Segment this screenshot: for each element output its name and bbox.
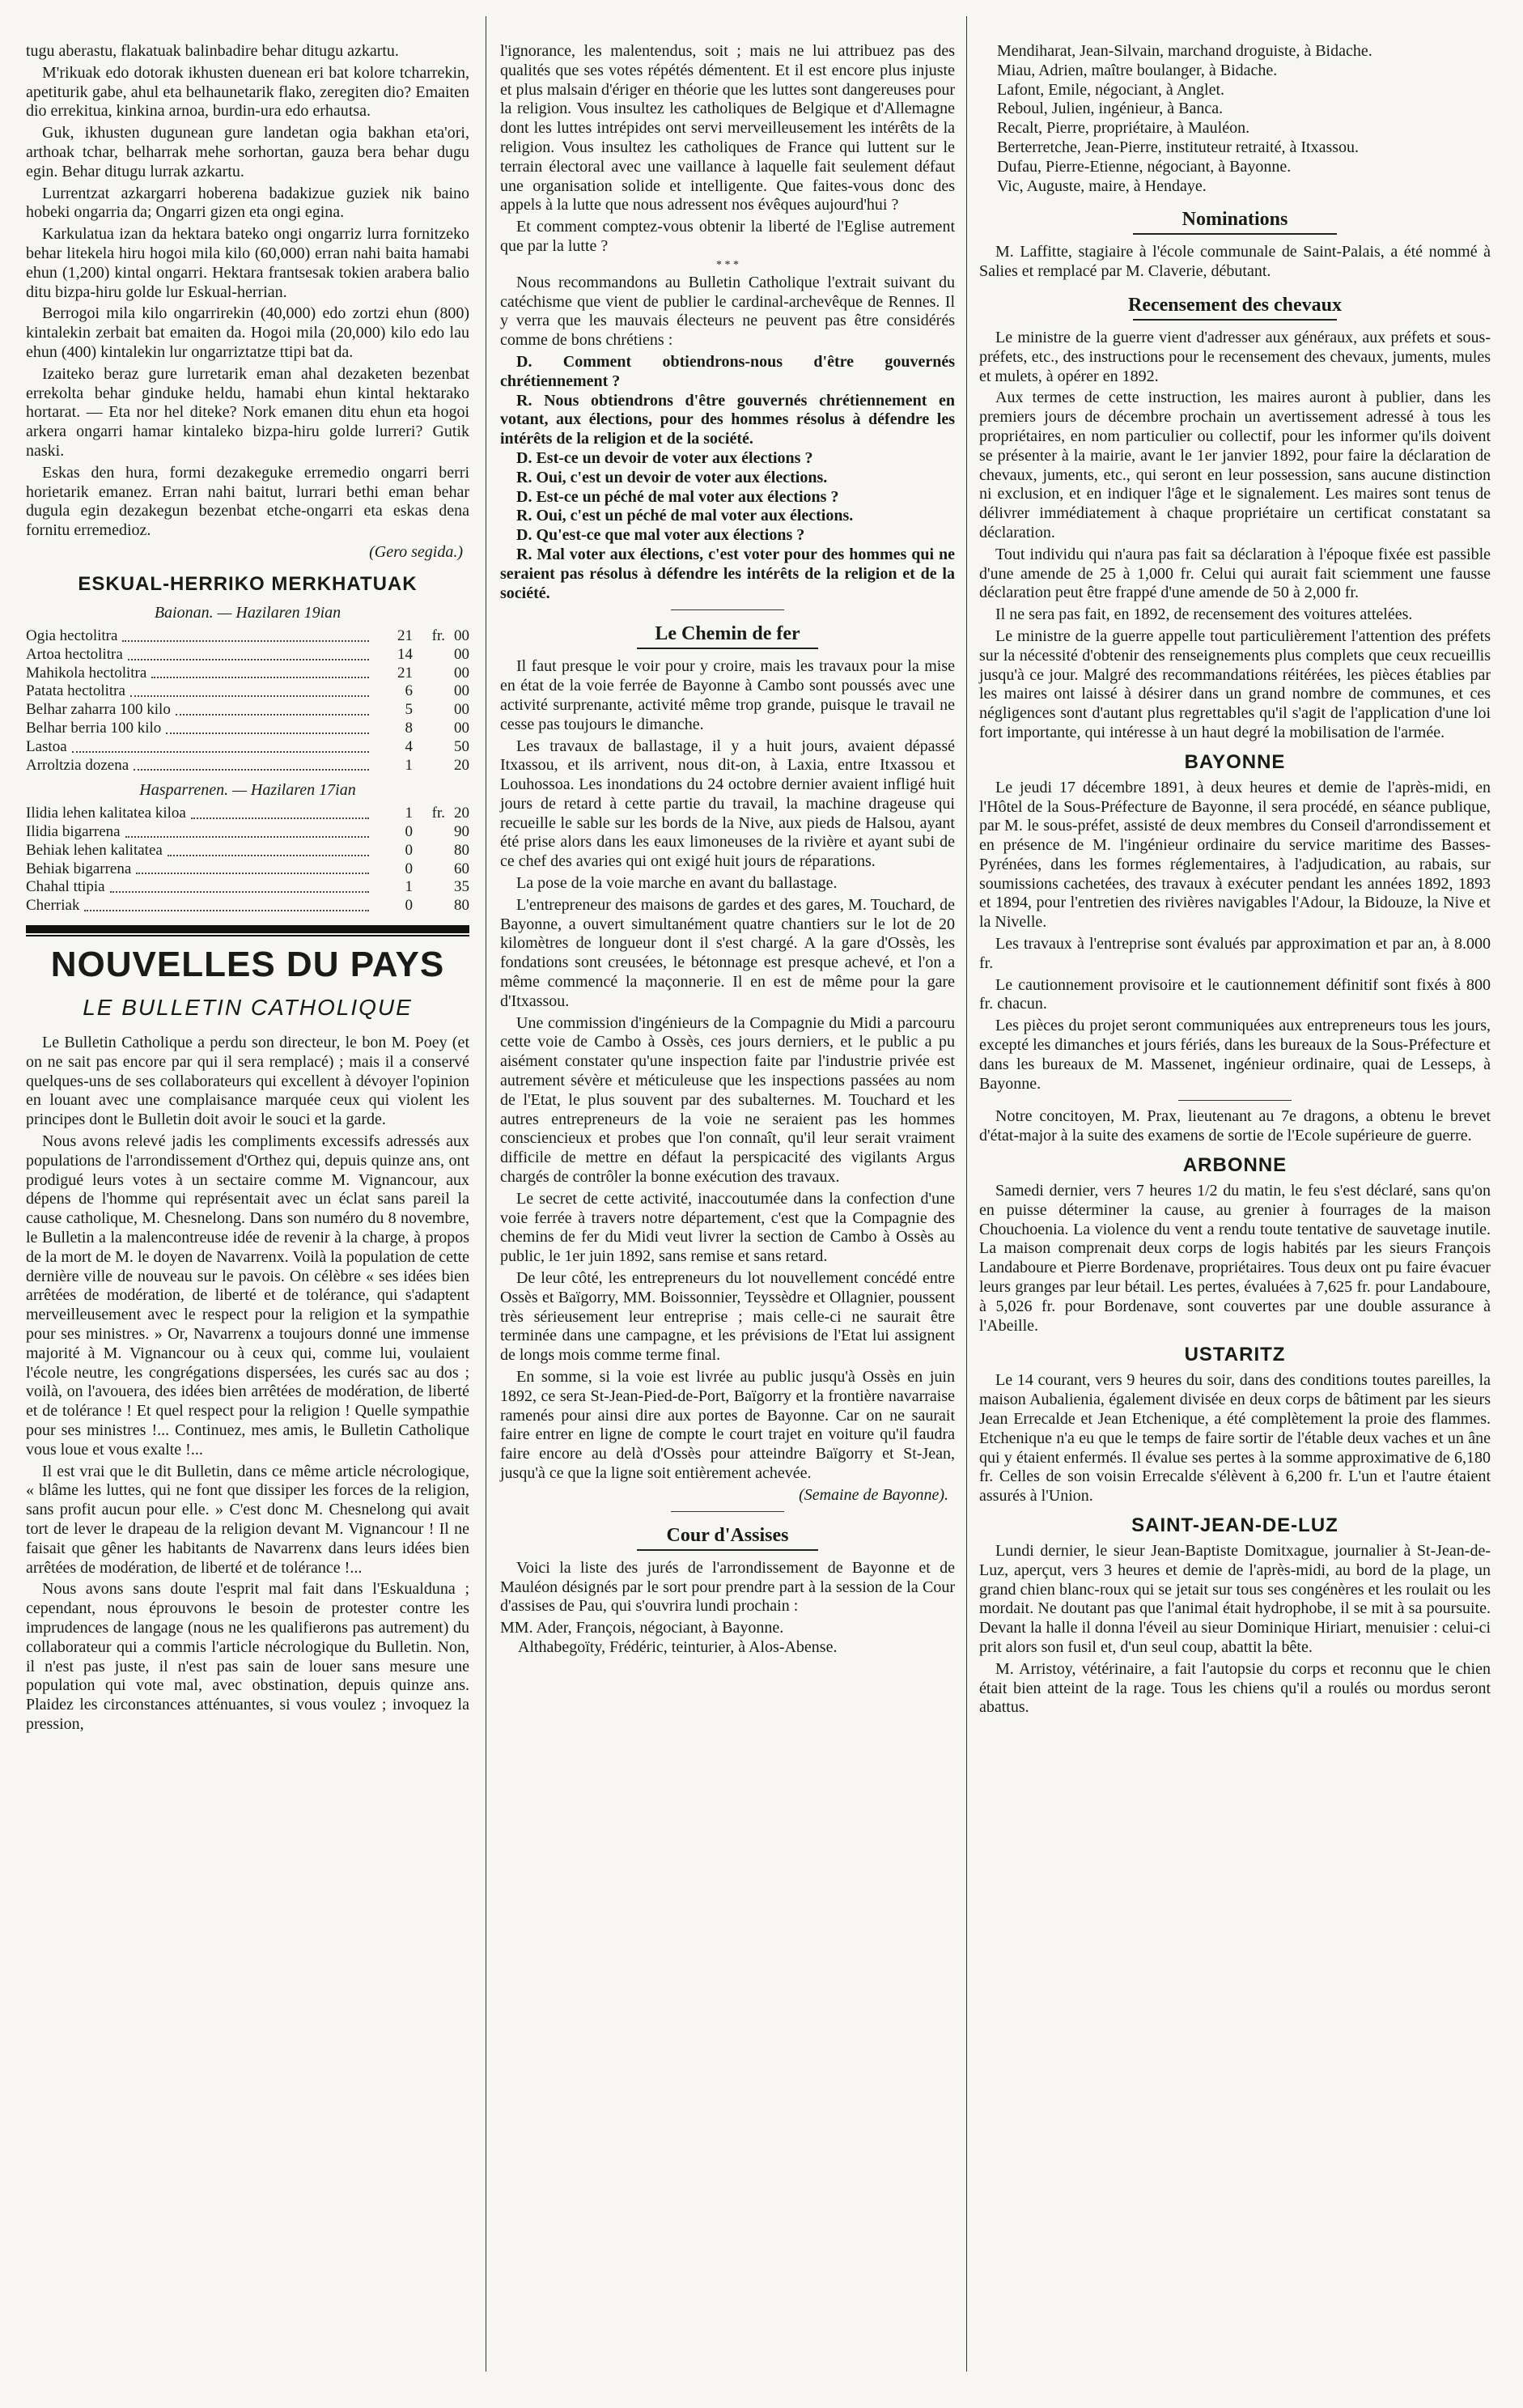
market-table-baiona xyxy=(26,627,469,775)
paragraph: Lundi dernier, le sieur Jean-Baptiste Domitxague, journalier à St-Jean-de-Luz, aperçut, vers 3 heures et demie de l'après-midi, au bord de la plage, un grand chien blanc-roux qui se jetait sur tous ses congénères et les roulait ou les mordait. Ne doutant pas que l'animal était hydrophobe, il se mit à sa poursuite. Devant la halle il donna l'éveil au sieur Dominique Hiriart, menuisier : celui-ci prit alors son fusil et, d'un seul coup, abattit la bête. xyxy=(979,1542,1491,1656)
market-unit: fr. xyxy=(431,805,445,822)
title-underline xyxy=(1133,233,1338,235)
column-middle xyxy=(500,42,955,1658)
paragraph: Berrogoi mila kilo ongarrirekin (40,000) edo zortzi ehun (800) kintalekin zerbait bat emaiten da. Hogoi mila (20,000) kilo edo lau ehun (400) kintalekin lur ongarriztatze ttipi bat da. xyxy=(26,304,469,361)
paragraph: Les pièces du projet seront communiquées aux entrepreneurs tous les jours, excepté les dimanches et jours fériés, dans les bureaux de la Sous-Préfecture et dans les bureaux de M. Massenet, ingénieur ordinaire, quai de Lesseps, à Bayonne. xyxy=(979,1017,1491,1093)
market-price-francs: 0 xyxy=(405,823,413,841)
paragraph: Notre concitoyen, M. Prax, lieutenant au 7e dragons, a obtenu le brevet d'état-major à la suite des examens de sortie de l'Ecole supérieure de guerre. xyxy=(979,1107,1491,1145)
market-item-name: Belhar zaharra 100 kilo xyxy=(26,701,171,719)
market-item-name: Patata hectolitra xyxy=(26,682,125,700)
market-row xyxy=(26,682,469,701)
town-heading: BAYONNE xyxy=(1184,750,1286,773)
catechism-question: D. Est-ce un devoir de voter aux élections ? xyxy=(516,448,813,467)
paragraph: M. Arristoy, vétérinaire, a fait l'autopsie du corps et reconnu que le chien était bien atteint de la rage. Tous les chiens qu'il a roulés ou mordus seront abattus. xyxy=(979,1659,1491,1717)
market-price-francs: 1 xyxy=(405,756,413,774)
section-divider xyxy=(26,925,469,933)
catechism-question: D. Qu'est-ce que mal voter aux élections ? xyxy=(516,526,805,545)
column-divider xyxy=(966,16,967,2372)
market-item-name: Ilidia bigarrena xyxy=(26,823,121,841)
juror-entry: Miau, Adrien, maître boulanger, à Bidache. xyxy=(997,61,1278,79)
market-item-name: Ilidia lehen kalitatea kiloa xyxy=(26,805,186,822)
juror-entry: Berterretche, Jean-Pierre, instituteur retraité, à Itxassou. xyxy=(997,138,1360,156)
leader-dots xyxy=(134,757,369,771)
paragraph: Il ne sera pas fait, en 1892, de recensement des voitures attelées. xyxy=(995,605,1413,624)
juror-entry: Althabegoïty, Frédéric, teinturier, à Alos-Abense. xyxy=(518,1637,838,1656)
title-underline xyxy=(637,1549,819,1551)
market-item-name: Mahikola hectolitra xyxy=(26,664,147,682)
article-signature: (Gero segida.) xyxy=(369,542,463,561)
column-right xyxy=(979,42,1491,1720)
market-price-cents: 80 xyxy=(454,897,469,915)
market-unit xyxy=(413,701,445,720)
market-unit xyxy=(413,878,445,897)
leader-dots xyxy=(122,627,369,642)
market-price-cents: 00 xyxy=(454,719,469,737)
paragraph: Il faut presque le voir pour y croire, mais les travaux pour la mise en état de la voie ferrée de Bayonne à Cambo sont poussés avec une activité surprenante, activité même trop grande, puisque le travail ne cesse pas toujours le dimanche. xyxy=(500,657,955,733)
market-price-francs: 0 xyxy=(405,897,413,915)
section-title: NOUVELLES DU PAYS xyxy=(50,945,445,985)
town-heading: SAINT-JEAN-DE-LUZ xyxy=(1131,1514,1338,1536)
article-title xyxy=(979,295,1491,321)
market-item-name: Lastoa xyxy=(26,737,67,755)
market-item-name: Belhar berria 100 kilo xyxy=(26,719,162,737)
market-price-francs: 8 xyxy=(405,719,413,737)
market-unit xyxy=(413,860,445,879)
article-signature: (Semaine de Bayonne). xyxy=(799,1485,948,1504)
catechism-answer: R. Oui, c'est un péché de mal voter aux élections. xyxy=(516,507,854,525)
leader-dots xyxy=(125,823,369,838)
market-item-name: Ogia hectolitra xyxy=(26,626,118,644)
title-underline xyxy=(1133,319,1338,321)
paragraph: Guk, ikhusten dugunean gure landetan ogia bakhan eta'ori, arthoak tchar, belharrak mehe sorhortan, gauza bera behar dugu egin. Behar ditugu lurrak azkartu. xyxy=(26,124,469,180)
paragraph: De leur côté, les entrepreneurs du lot nouvellement concédé entre Ossès et Baïgorry, MM. Boissonnier, Teyssèdre et Ollagnier, poussent très sérieusement leur entreprise ; mais celle-ci ne saurait être terminée dans une campagne, et les prévisions de l'Etat lui assignent de longs mois comme terme final. xyxy=(500,1269,955,1365)
basque-article xyxy=(26,42,469,562)
market-price-cents: 00 xyxy=(454,701,469,719)
market-item-name: Chahal ttipia xyxy=(26,878,105,896)
market-unit xyxy=(413,757,445,775)
paragraph: Il est vrai que le dit Bulletin, dans ce même article nécrologique, « blâme les luttes, qui ne font que dissiper les forces de la religion, sans profit aucun pour elle. » C'est donc M. Chesnelong qui avait tort de lever le drapeau de la religion devant M. Vignancour ! Il ne faisait que gêner les habitants de Navarrenx dans leurs idées bien arrêtées de modération, de liberté et de tolérance !... xyxy=(26,1462,469,1577)
market-price-cents: 00 xyxy=(454,682,469,700)
juror-entry: Lafont, Emile, négociant, à Anglet. xyxy=(997,80,1225,99)
paragraph: Le ministre de la guerre vient d'adresser aux généraux, aux préfets et sous-préfets, etc., des instructions pour le recensement des chevaux, juments, mules et mulets, à opérer en 1892. xyxy=(979,328,1491,385)
juror-entry: MM. Ader, François, négociant, à Bayonne. xyxy=(500,1619,784,1637)
catechism-question: D. Est-ce un péché de mal voter aux élections ? xyxy=(516,487,839,506)
market-row xyxy=(26,757,469,775)
paragraph: Karkulatua izan da hektara bateko ongi ongarriz lurra fornitzeko behar litekela hiru hogoi mila kilo (60,000) erran nahi baita hamabi ehun (1,200) kintal ongarri. Hektara frantsesak tokien arabera balio ditu bizpa-hiru golde lur Eskual-herrian. xyxy=(26,225,469,301)
leader-dots xyxy=(191,805,369,819)
leader-dots xyxy=(176,701,369,716)
market-row xyxy=(26,665,469,683)
market-row xyxy=(26,720,469,738)
leader-dots xyxy=(136,860,369,875)
section-divider xyxy=(671,609,784,610)
leader-dots xyxy=(130,682,369,697)
paragraph: Une commission d'ingénieurs de la Compagnie du Midi a parcouru cette voie de Cambo à Ossès, ces jours derniers, et le public a pu aisément constater qu'une inspection faite par l'industrie privée est autrement sévère et méticuleuse que les inspections passées au nom de l'Etat, le plus souvent par des subalternes. M. Touchard et les autres entrepreneurs de la voie ne seraient pas les hommes consciencieux et probes que l'on connaît, qu'il leur serait vraiment difficile de mettre en défaut la perspicacité des vigilants Argus chargés de contrôler la bonne exécution des travaux. xyxy=(500,1013,955,1187)
section-divider xyxy=(1178,1100,1292,1101)
market-subhead: Baionan. — Hazilaren 19ian xyxy=(154,603,342,622)
catechism-answer: R. Oui, c'est un devoir de voter aux élections. xyxy=(516,468,828,486)
title-underline xyxy=(637,648,819,649)
paragraph: M. Laffitte, stagiaire à l'école communale de Saint-Palais, a été nommé à Salies et remplacé par M. Claverie, débutant. xyxy=(979,243,1491,281)
market-table-hasparren xyxy=(26,805,469,915)
catechism-answer: R. Mal voter aux élections, c'est voter pour des hommes qui ne seraient pas résolus à défendre les intérêts de la religion et de la société. xyxy=(500,545,955,602)
market-item-name: Cherriak xyxy=(26,897,80,915)
paragraph: Le cautionnement provisoire et le cautionnement définitif sont fixés à 800 fr. chacun. xyxy=(979,975,1491,1013)
market-price-cents: 90 xyxy=(454,823,469,841)
paragraph: tugu aberastu, flakatuak balinbadire behar ditugu azkartu. xyxy=(26,42,399,60)
market-row xyxy=(26,842,469,860)
market-price-francs: 6 xyxy=(405,682,413,700)
town-heading: USTARITZ xyxy=(1184,1344,1286,1366)
article-title-text: Cour d'Assises xyxy=(666,1524,789,1546)
catechism-question: D. Comment obtiendrons-nous d'être gouvernés chrétiennement ? xyxy=(500,352,955,390)
leader-dots xyxy=(166,720,369,734)
market-price-francs: 1 xyxy=(405,805,413,822)
paragraph: Nous avons sans doute l'esprit mal fait dans l'Eskualduna ; cependant, nous éprouvons le besoin de protester contre les imprudences de langage (nous ne les qualifierons pas autrement) du collaborateur qui a commis l'article nécrologique du Bulletin. Non, il n'est pas juste, il n'est pas sain de louer sans mesure une population qui vote mal, avec obstination, depuis quinze ans. Plaidez les circonstances atténuantes, si vous voulez ; invoquez la pression, xyxy=(26,1580,469,1733)
section-divider xyxy=(26,935,469,936)
market-unit xyxy=(413,842,445,860)
market-row xyxy=(26,897,469,915)
article-title-text: Recensement des chevaux xyxy=(1128,294,1342,316)
juror-entry: Reboul, Julien, ingénieur, à Banca. xyxy=(997,100,1224,118)
market-unit xyxy=(413,738,445,757)
leader-dots xyxy=(168,842,369,856)
article-title xyxy=(979,209,1491,235)
paragraph: L'entrepreneur des maisons de gardes et des gares, M. Touchard, de Bayonne, a ouvert simultanément quatre chantiers sur le lot de 20 kilomètres de longueur dont il s'est chargé. A la gare d'Ossès, les fondations sont creusées, le bétonnage est presque achevé, et l'on a même commencé la maçonnerie. Il en est de même pour la gare d'Itxassou. xyxy=(500,895,955,1010)
market-item-name: Behiak bigarrena xyxy=(26,860,132,877)
market-subhead: Hasparrenen. — Hazilaren 17ian xyxy=(139,781,356,800)
market-price-francs: 0 xyxy=(405,860,413,877)
paragraph: l'ignorance, les malentendus, soit ; mais ne lui attribuez pas des qualités que ses votes répétés démentent. Et il est encore plus injuste et plus malsain d'ériger en théorie que les luttes sont dangereuses pour la religion. Vous insultez les catholiques de Belgique et d'Allemagne dont les luttes intrépides ont servi merveilleusement les intérêts de la religion. Vous insultez les catholiques de France qui luttent sur le terrain électoral avec une vaillance à laquelle fait seulement défaut une organisation solide et intelligente. Que faites-vous donc des appels à la lutte que nous adressent nos évêques aujourd'hui ? xyxy=(500,42,955,214)
paragraph: Nous recommandons au Bulletin Catholique l'extrait suivant du catéchisme que vient de publier le cardinal-archevêque de Rennes. Il y verra que les mauvais électeurs ne peuvent pas être considérés comme de bons chrétiens : xyxy=(500,273,955,350)
paragraph: Voici la liste des jurés de l'arrondissement de Bayonne et de Mauléon désignés par le sort pour prendre part à la session de la Cour d'assises de Pau, qui s'ouvrira lundi prochain : xyxy=(500,1558,955,1616)
market-row xyxy=(26,701,469,720)
juror-entry: Recalt, Pierre, propriétaire, à Mauléon. xyxy=(997,119,1250,138)
paragraph: Lurrentzat azkargarri hoberena badakizue guziek nik baino hobeki ongarria da; Ongarri gizen eta ongi egina. xyxy=(26,184,469,222)
market-price-cents: 00 xyxy=(454,664,469,682)
paragraph: Eskas den hura, formi dezakeguke erremedio ongarri berri horietarik emanez. Erran nahi baitut, lurrari bethi eman behar dugula egin dezakegun bezenbat etche-ongarri eta eskas dena fornitu erremedioz. xyxy=(26,463,469,540)
market-price-cents: 80 xyxy=(454,841,469,859)
paragraph: Aux termes de cette instruction, les maires auront à publier, dans les premiers jours de décembre prochain un avertissement adressé à tous les propriétaires, en nom particulier ou collectif, pour les informer qu'ils doivent se présenter à la mairie, avant le 1er janvier 1892, pour faire la déclaration de chevaux, juments, etc., qui seront en leur possession, sans aucune distinction ni exclusion, et en indiquer l'âge et le signalement. Les maires sont tenus de délivrer immédiatement à chaque propriétaire un certificat constatant sa déclaration. xyxy=(979,389,1491,541)
town-heading: ARBONNE xyxy=(1182,1154,1288,1177)
market-row xyxy=(26,805,469,823)
market-price-cents: 50 xyxy=(454,737,469,755)
market-price-francs: 21 xyxy=(397,664,413,682)
market-price-cents: 35 xyxy=(454,878,469,896)
juror-entry: Vic, Auguste, maire, à Hendaye. xyxy=(997,176,1207,195)
paragraph: Tout individu qui n'aura pas fait sa déclaration à l'époque fixée est passible d'une amende de 25 à 1,000 fr. Celui qui aurait fait sciemment une fausse déclaration peut être frappé d'une amende de 50 à 2,000 fr. xyxy=(979,545,1491,602)
leader-dots xyxy=(110,878,369,893)
market-row xyxy=(26,627,469,646)
juror-list xyxy=(979,42,1491,196)
paragraph: Les travaux à l'entreprise sont évalués par approximation et par an, à 8.000 fr. xyxy=(979,935,1491,972)
catechism-answer: R. Nous obtiendrons d'être gouvernés chrétiennement en votant, aux élections, pour des hommes résolus à défendre les intérêts de la religion et de la société. xyxy=(500,391,955,448)
market-unit xyxy=(413,665,445,683)
paragraph: Les travaux de ballastage, il y a huit jours, avaient dépassé Itxassou, et ils arrivent, nous dit-on, à Laxia, entre Itxassou et Louhossoa. Les inondations du 24 octobre dernier avaient infligé huit jours de retard à cette partie du travail, la machine drageuse qui recueille le sable sur les bords de la Nive, aux pieds de Halsou, ayant été prise alors dans les eaux limoneuses de la rivière et ayant subi de ce chef des avaries qui ont exigé huit jours de réparations. xyxy=(500,737,955,871)
market-row xyxy=(26,823,469,842)
column-left xyxy=(26,42,469,1737)
market-price-cents: 00 xyxy=(454,645,469,663)
article-title-text: Nominations xyxy=(1181,209,1288,231)
market-price-francs: 1 xyxy=(405,878,413,896)
paragraph: Izaiteko beraz gure lurretarik eman ahal dezaketen bezenbat errekolta behar ginduke heldu, hamabi ehun kintal hektarako hortarat. — Eta nor hel diteke? Nork emanen ditu ehun eta hogoi arkera ongarri hamar kintaleko bizpa-hiru golde lurreri? Gutik naski. xyxy=(26,364,469,460)
market-price-cents: 60 xyxy=(454,860,469,877)
market-unit: fr. xyxy=(431,626,445,644)
market-item-name: Behiak lehen kalitatea xyxy=(26,841,163,859)
paragraph: M'rikuak edo dotorak ikhusten duenean eri bat kolore tcharrekin, apetiturik gabe, ahul eta belhaunetarik flako, zeregiten dio? Emaiten dio errekitua, kinkina arnoa, burdin-ura edo erhautsa. xyxy=(26,63,469,121)
market-price-francs: 4 xyxy=(405,737,413,755)
market-price-francs: 14 xyxy=(397,645,413,663)
stars-separator: * * * xyxy=(716,258,739,271)
market-price-cents: 00 xyxy=(454,626,469,644)
leader-dots xyxy=(84,897,369,911)
paragraph: Le jeudi 17 décembre 1891, à deux heures et demie de l'après-midi, en l'Hôtel de la Sous-Préfecture de Bayonne, il sera procédé, en séance publique, par M. le sous-préfet, assisté de deux membres du Conseil d'arrondissement et en présence de M. l'ingénieur ordinaire du service maritime des Basses-Pyrénées, dans les formes réglementaires, à l'adjudication, au rabais, sur soumissions cachetées, des travaux à exécuter pendant les années 1892, 1893 et 1894, pour l'entretien des rivières navigables l'Adour, la Bidouze, la Nive et la Nivelle. xyxy=(979,778,1491,932)
article-title-text: Le Chemin de fer xyxy=(655,623,800,645)
leader-dots xyxy=(128,646,369,660)
market-unit xyxy=(413,823,445,842)
market-price-cents: 20 xyxy=(454,756,469,774)
leader-dots xyxy=(72,738,369,753)
article-title xyxy=(500,623,955,649)
market-title: ESKUAL-HERRIKO MERKHATUAK xyxy=(78,572,418,595)
article-title: LE BULLETIN CATHOLIQUE xyxy=(83,995,413,1021)
paragraph: Le ministre de la guerre appelle tout particulièrement l'attention des préfets sur la nécessité d'obtenir des renseignements plus complets que ceux recueillis jusqu'à ce jour. Malgré des recommandations réitérées, les pièces établies par les maires ont laissé à désirer dans un grand nombre de communes, et ces négligences sont d'autant plus regrettables qu'il s'agit de l'application d'une loi fort importante, qui intéresse à un haut degré la mobilisation de l'armée. xyxy=(979,626,1491,741)
market-unit xyxy=(413,646,445,665)
juror-entry: Mendiharat, Jean-Silvain, marchand droguiste, à Bidache. xyxy=(997,42,1372,60)
paragraph: Et comment comptez-vous obtenir la liberté de l'Eglise autrement que par la lutte ? xyxy=(500,218,955,255)
leader-dots xyxy=(151,665,369,679)
paragraph: La pose de la voie marche en avant du ballastage. xyxy=(516,874,838,893)
juror-entry: Dufau, Pierre-Etienne, négociant, à Bayonne. xyxy=(997,157,1292,176)
market-unit xyxy=(413,682,445,701)
market-price-francs: 5 xyxy=(405,701,413,719)
paragraph: Le Bulletin Catholique a perdu son directeur, le bon M. Poey (et on ne sait pas encore par qui il sera remplacé) ; mais il a conservé quelques-uns de ses collaborateurs qui excellent à dévoyer l'opinion en louant avec une complaisance marquée ceux qui violent les principes dont le Bulletin doit avoir le souci et la garde. xyxy=(26,1034,469,1129)
market-item-name: Arroltzia dozena xyxy=(26,756,129,774)
article-title xyxy=(500,1525,955,1551)
market-row xyxy=(26,646,469,665)
market-row xyxy=(26,860,469,879)
market-unit xyxy=(413,897,445,915)
market-row xyxy=(26,738,469,757)
section-divider xyxy=(671,1511,784,1512)
market-price-francs: 0 xyxy=(405,841,413,859)
market-row xyxy=(26,878,469,897)
market-item-name: Artoa hectolitra xyxy=(26,645,123,663)
paragraph: Samedi dernier, vers 7 heures 1/2 du matin, le feu s'est déclaré, sans qu'on en puisse déterminer la cause, au grenier à fourrages de la maison Chouchoenia. La violence du vent a rendu toute tentative de sauvetage inutile. La maison comprenait deux corps de logis habités par les sieurs François Landaboure et Pierre Bordenave, propriétaires. Tous deux ont pu faire évacuer leurs granges par leur bétail. Les pertes, évaluées à 7,625 fr. pour Landaboure, à 5,026 fr. pour Bordenave, sont couvertes par une double assurance à l'Abeille. xyxy=(979,1182,1491,1335)
paragraph: En somme, si la voie est livrée au public jusqu'à Ossès en juin 1892, ce sera St-Jean-Pied-de-Port, Baïgorry et la frontière navarraise ramenés pour ainsi dire aux portes de Bayonne. Car on ne saurait faire entrer en ligne de compte le court trajet en voiture qu'il faudra faire encore au delà d'Ossès pour atteindre Baïgorry et St-Jean, jusqu'à ce que la ligne soit entièrement achevée. xyxy=(500,1368,955,1482)
market-price-cents: 20 xyxy=(454,805,469,822)
market-unit xyxy=(413,720,445,738)
market-price-francs: 21 xyxy=(397,626,413,644)
paragraph: Le secret de cette activité, inaccoutumée dans la confection d'une voie ferrée à travers notre département, c'est que la Compagnie des chemins de fer du Midi veut livrer la section de Cambo à Ossès au public, le 1er juin 1892, sans remise et sans retard. xyxy=(500,1189,955,1266)
paragraph: Le 14 courant, vers 9 heures du soir, dans des conditions toutes pareilles, la maison Aubalienia, également divisée en deux corps de bâtiment par les sieurs Jean Errecalde et Jean Etchenique, a été complètement la proie des flammes. Etchenique n'a eu que le temps de faire sortir de l'étable deux vaches et un âne qui y étaient enfermés. Il évalue ses pertes à la somme approximative de 6,180 fr. Celles de son voisin Errecalde s'élèvent à 6,200 fr. L'un et l'autre étaient assurés à l'Union. xyxy=(979,1371,1491,1506)
paragraph: Nous avons relevé jadis les compliments excessifs adressés aux populations de l'arrondissement d'Orthez qui, depuis quinze ans, ont prodigué leurs votes à un sectaire comme M. Vignancour, aux dépens de l'homme qui représentait avec un éclat sans pareil la cause catholique, M. Chesnelong. Dans son numéro du 8 novembre, le Bulletin a la malencontreuse idée de revenir à la charge, à propos de la mort de M. le doyen de Navarrenx. Voilà la population de cette dernière ville de nouveau sur le pavois. On célèbre « ses idées bien arrêtées de modération, de liberté et de tolérance, qui s'adaptent merveilleusement avec le respect pour la religion et la sympathie pour ses ministres. » Or, Navarrenx a toujours donné une immense majorité à M. Vignancour ou à ceux qui, comme lui, voulaient l'école neutre, les congrégations dispersées, les curés sac au dos ; voilà, on l'avouera, des idées bien arrêtées de modération, de liberté et de tolérance ! Et quel respect pour la religion ! Quelle sympathie pour ses ministres !... Continuez, mes amis, le Bulletin Catholique vous loue et vous exalte !... xyxy=(26,1132,469,1459)
